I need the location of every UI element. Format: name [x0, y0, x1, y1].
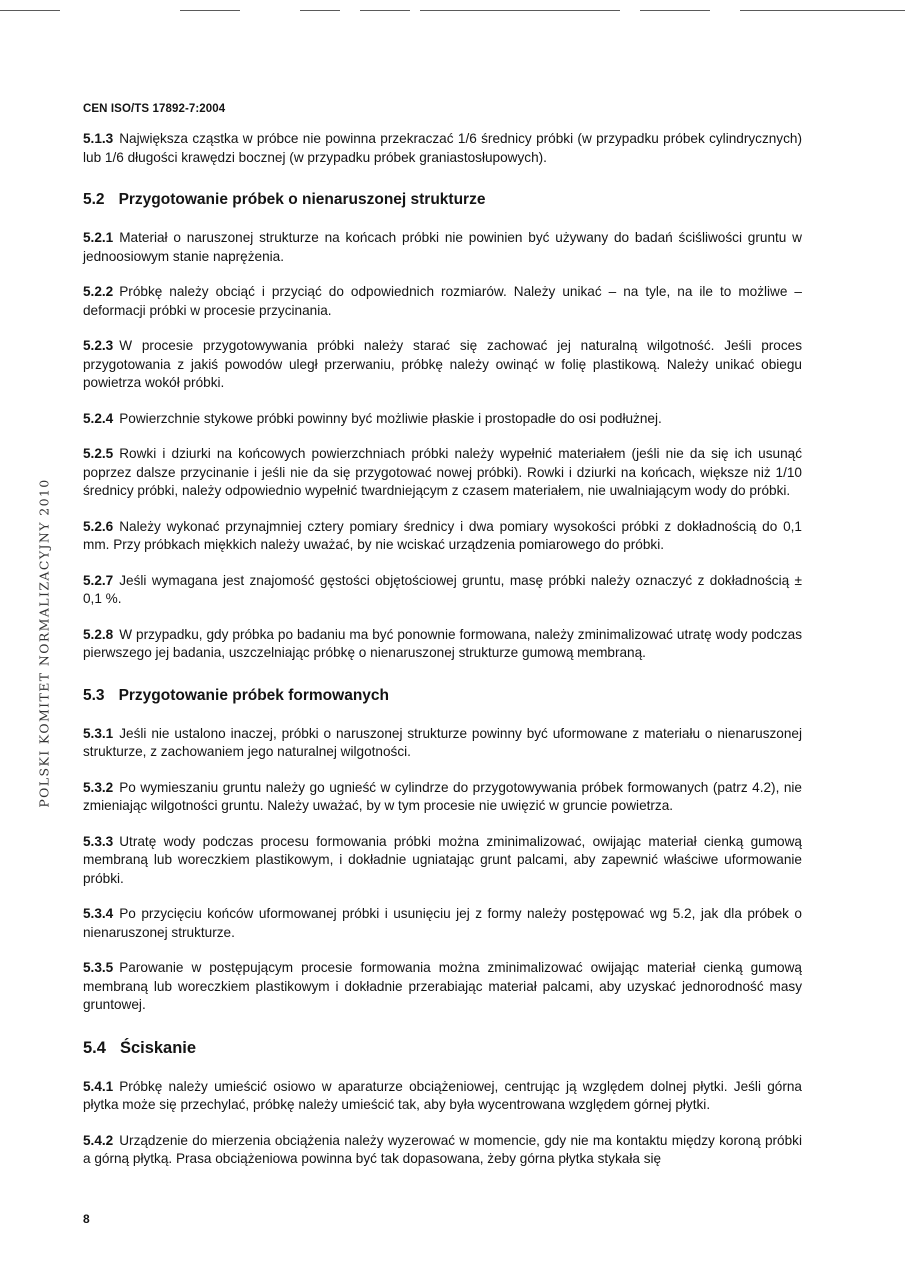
section-heading	[83, 191, 802, 209]
clause-text: Materiał o naruszonej strukturze na końcach próbki nie powinien być używany do badań ściśliwości gruntu w jednoosiowym stanie naprężenia.	[83, 230, 802, 264]
clause-text: Urządzenie do mierzenia obciążenia należy wyzerować w momencie, gdy nie ma kontaktu między koroną próbki a górną płytką. Prasa obciążeniowa powinna być tak dopasowana, żeby górna płytka stykała się	[83, 1132, 802, 1166]
clause-paragraph	[83, 905, 802, 942]
clause-number: 5.2.4	[83, 410, 114, 426]
clause-paragraph	[83, 130, 802, 167]
clause-paragraph	[83, 833, 802, 889]
clause-paragraph	[83, 779, 802, 816]
clause-number: 5.2.6	[83, 518, 114, 534]
clause-paragraph	[83, 1132, 802, 1169]
clause-text: Utratę wody podczas procesu formowania próbki można zminimalizować, owijając materiał cienką gumową membraną lub woreczkiem plastikowym, i dokładnie ugniatając grunt palcami, aby zapewnić właściwe uformowanie próbki.	[83, 833, 802, 886]
clause-text: Parowanie w postępującym procesie formowania można zminimalizować owijając materiał cienką gumową membraną lub woreczkiem plastikowym i dokładnie przerabiając materiał palcami, aby uzyskać jednorodność masy gruntowej.	[83, 960, 802, 1012]
section-heading	[83, 1039, 802, 1058]
clause-paragraph	[83, 410, 802, 429]
clause-text: Próbkę należy umieścić osiowo w aparaturze obciążeniowej, centrując ją względem dolnej płytki. Jeśli górna płytka może się przechylać, próbkę należy umieścić tak, aby była wycentrowana względem górnej płytki.	[83, 1078, 802, 1112]
side-watermark-text: POLSKI KOMITET NORMALIZACYJNY 2010	[36, 477, 52, 808]
section-number: 5.2	[83, 191, 105, 208]
side-watermark	[33, 470, 55, 815]
clause-text: W przypadku, gdy próbka po badaniu ma być ponownie formowana, należy zminimalizować utratę wody podczas pierwszego jej badania, uszczelniając próbkę o nienaruszonej strukturze gumową membraną.	[83, 626, 802, 660]
clause-text: Po wymieszaniu gruntu należy go ugnieść w cylindrze do przygotowywania próbek formowanych (patrz 4.2), nie zmieniając wilgotności gruntu. Należy uważać, by w tym procesie nie uwięzić w gruncie powietrza.	[83, 779, 802, 813]
section-title: Przygotowanie próbek formowanych	[118, 686, 389, 704]
clause-paragraph	[83, 572, 802, 609]
clause-paragraph	[83, 1078, 802, 1115]
section-title: Przygotowanie próbek o nienaruszonej strukturze	[118, 191, 486, 208]
clause-number: 5.2.3	[83, 338, 114, 353]
clause-number: 5.4.2	[83, 1132, 114, 1148]
clause-text: Próbkę należy obciąć i przyciąć do odpowiednich rozmiarów. Należy unikać – na tyle, na ile to możliwe – deformacji próbki w procesie przycinania.	[83, 284, 802, 318]
clause-paragraph	[83, 283, 802, 320]
clause-number: 5.2.2	[83, 284, 114, 299]
clause-number: 5.2.1	[83, 230, 114, 245]
clause-number: 5.3.2	[83, 779, 114, 795]
section-heading	[83, 687, 802, 705]
section-number: 5.3	[83, 686, 105, 704]
clause-number: 5.4.1	[83, 1078, 114, 1094]
clause-number: 5.3.4	[83, 906, 114, 921]
clause-text: Jeśli wymagana jest znajomość gęstości objętościowej gruntu, masę próbki należy oznaczyć z dokładnością ± 0,1 %.	[83, 572, 802, 606]
document-body	[83, 130, 802, 1186]
clause-text: Po przycięciu końców uformowanej próbki i usunięciu jej z formy należy postępować wg 5.2, jak dla próbek o nienaruszonej strukturze.	[83, 906, 802, 940]
clause-text: W procesie przygotowywania próbki należy starać się zachować jej naturalną wilgotność. Jeśli proces przygotowania z jakiś powodów uległ przerwaniu, próbkę należy owinąć w folię plastikową. Należy unikać obiegu powietrza wokół próbki.	[83, 338, 802, 390]
page-number: 8	[83, 1212, 90, 1226]
clause-number: 5.3.1	[83, 725, 114, 741]
document-id: CEN ISO/TS 17892-7:2004	[83, 103, 226, 115]
clause-number: 5.2.7	[83, 572, 114, 588]
clause-paragraph	[83, 518, 802, 555]
clause-paragraph	[83, 445, 802, 501]
clause-text: Należy wykonać przynajmniej cztery pomiary średnicy i dwa pomiary wysokości próbki z dokładnością do 0,1 mm. Przy próbkach miękkich należy uważać, by nie wciskać urządzenia pomiarowego do próbki.	[83, 518, 802, 552]
clause-number: 5.1.3	[83, 131, 114, 146]
section-number: 5.4	[83, 1038, 106, 1057]
clause-text: Powierzchnie stykowe próbki powinny być możliwie płaskie i prostopadłe do osi podłużnej.	[119, 410, 662, 426]
clause-number: 5.2.5	[83, 446, 114, 461]
clause-paragraph	[83, 626, 802, 663]
clause-paragraph	[83, 337, 802, 393]
clause-paragraph	[83, 959, 802, 1015]
clause-text: Jeśli nie ustalono inaczej, próbki o naruszonej strukturze powinny być uformowane z materiału o nienaruszonej strukturze, z zachowaniem jego naturalnej wilgotności.	[83, 725, 802, 759]
clause-number: 5.3.5	[83, 960, 114, 975]
section-title: Ściskanie	[119, 1038, 197, 1057]
clause-text: Rowki i dziurki na końcowych powierzchniach próbki należy wypełnić materiałem (jeśli nie da się ich usunąć poprzez dalsze przycinanie i jeśli nie da się przygotować nowej próbki). Rowki i dziurki na końcach, większe niż 1/10 średnicy próbki, należy odpowiednio wypełnić twardniejącym z czasem materiałem, nie uwalniającym wody do próbki.	[83, 446, 802, 498]
clause-paragraph	[83, 725, 802, 762]
clause-number: 5.2.8	[83, 626, 114, 642]
clause-number: 5.3.3	[83, 833, 114, 849]
scan-top-edge	[0, 10, 905, 12]
clause-paragraph	[83, 229, 802, 266]
clause-text: Największa cząstka w próbce nie powinna przekraczać 1/6 średnicy próbki (w przypadku próbek cylindrycznych) lub 1/6 długości krawędzi bocznej (w przypadku próbek graniastosłupowych).	[83, 131, 802, 165]
